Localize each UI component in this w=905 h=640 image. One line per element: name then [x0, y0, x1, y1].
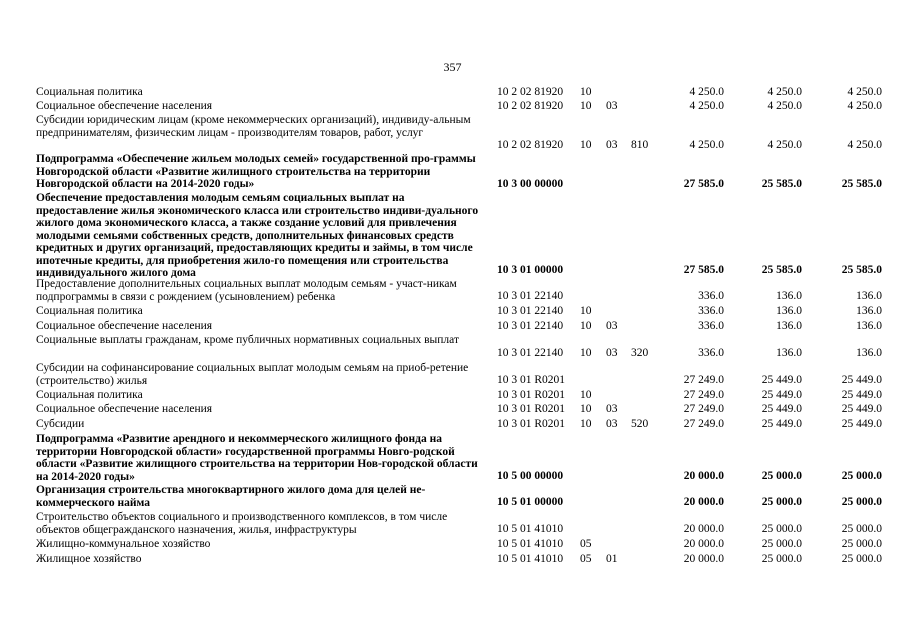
row-value-2: 4 250.0	[767, 100, 802, 112]
row-value-3: 4 250.0	[847, 86, 882, 98]
table-row	[0, 362, 905, 388]
row-value-2: 4 250.0	[767, 86, 802, 98]
row-description: Социальное обеспечение населения	[36, 403, 213, 415]
table-row	[0, 320, 905, 334]
row-value-1: 27 249.0	[683, 403, 724, 415]
row-code: 10 3 00 00000	[497, 178, 564, 190]
row-value-2: 25 000.0	[761, 538, 802, 550]
row-value-3: 25 000.0	[841, 496, 882, 508]
row-expense-type: 810	[631, 139, 649, 151]
table-row	[0, 278, 905, 304]
row-value-3: 136.0	[856, 290, 882, 302]
row-subsection: 01	[606, 553, 618, 565]
row-value-1: 27 249.0	[683, 389, 724, 401]
row-section: 10	[580, 305, 592, 317]
row-code: 10 3 01 22140	[497, 305, 564, 317]
row-code: 10 3 01 R0201	[497, 374, 566, 386]
row-description: Предоставление дополнительных социальных выплат молодым семьям - участ-никам подпрограммы в связи с рождением (усыновлением) ребенка	[36, 278, 457, 303]
row-value-2: 136.0	[776, 305, 802, 317]
table-row	[0, 553, 905, 567]
row-value-2: 25 449.0	[761, 389, 802, 401]
row-value-2: 25 449.0	[761, 418, 802, 430]
row-code: 10 3 01 R0201	[497, 418, 566, 430]
row-section: 10	[580, 389, 592, 401]
table-row	[0, 153, 905, 191]
row-value-1: 4 250.0	[689, 139, 724, 151]
row-value-3: 25 449.0	[841, 418, 882, 430]
row-subsection: 03	[606, 139, 618, 151]
row-value-2: 136.0	[776, 320, 802, 332]
row-value-1: 20 000.0	[683, 496, 724, 508]
row-description: Организация строительства многоквартирного жилого дома для целей не-коммерческого найма	[36, 484, 426, 509]
row-value-3: 25 585.0	[841, 264, 882, 276]
row-code: 10 5 01 00000	[497, 496, 564, 508]
row-value-3: 25 449.0	[841, 374, 882, 386]
row-expense-type: 520	[631, 418, 649, 430]
row-value-2: 136.0	[776, 290, 802, 302]
table-row	[0, 538, 905, 552]
row-value-1: 20 000.0	[683, 470, 724, 482]
row-description: Социальная политика	[36, 389, 143, 401]
row-value-2: 25 000.0	[761, 470, 802, 482]
row-description: Субсидии на софинансирование социальных выплат молодым семьям на приоб-ретение (строительство) жилья	[36, 362, 469, 387]
row-code: 10 5 00 00000	[497, 470, 564, 482]
row-value-3: 136.0	[856, 320, 882, 332]
row-code: 10 3 01 R0201	[497, 403, 566, 415]
row-value-3: 25 449.0	[841, 389, 882, 401]
row-code: 10 3 01 22140	[497, 320, 564, 332]
table-row	[0, 403, 905, 417]
table-row	[0, 511, 905, 537]
row-code: 10 3 01 22140	[497, 347, 564, 359]
row-value-2: 25 000.0	[761, 553, 802, 565]
row-section: 10	[580, 86, 592, 98]
row-value-1: 20 000.0	[683, 538, 724, 550]
row-section: 10	[580, 139, 592, 151]
row-section: 05	[580, 538, 592, 550]
row-description: Подпрограмма «Обеспечение жильем молодых семей» государственной про-граммы Новгородской области «Развитие жилищного строительства на территории Новгородской области на 2014-2020 годы»	[36, 153, 476, 190]
row-value-1: 27 249.0	[683, 418, 724, 430]
row-description: Обеспечение предоставления молодым семьям социальных выплат на предоставление жилья экономического класса или строительство индиви-дуального жилого дома экономического класса, а также создание условий для привлечения молодыми семьями собственных средств, дополнительных финансовых средств кредитных и других организаций, предоставляющих кредиты и займы, в том числе ипотечные кредиты, для приобретения жило-го помещения или строительства индивидуального жилого дома	[36, 192, 479, 279]
row-value-2: 25 000.0	[761, 523, 802, 535]
table-row	[0, 86, 905, 100]
row-section: 10	[580, 320, 592, 332]
row-section: 10	[580, 347, 592, 359]
row-description: Социальная политика	[36, 86, 143, 98]
row-description: Подпрограмма «Развитие арендного и некоммерческого жилищного фонда на территории Новгородской области» государственной программы Новго-родской области «Развитие жилищного строительства на территории Нов-городской области на 2014-2020 годы»	[36, 433, 478, 483]
row-value-1: 4 250.0	[689, 86, 724, 98]
row-value-2: 4 250.0	[767, 139, 802, 151]
table-row	[0, 389, 905, 403]
row-value-3: 25 000.0	[841, 538, 882, 550]
row-value-1: 336.0	[698, 290, 724, 302]
row-value-1: 20 000.0	[683, 523, 724, 535]
row-subsection: 03	[606, 418, 618, 430]
row-subsection: 03	[606, 347, 618, 359]
row-code: 10 3 01 R0201	[497, 389, 566, 401]
row-code: 10 5 01 41010	[497, 538, 564, 550]
row-subsection: 03	[606, 100, 618, 112]
row-code: 10 3 01 22140	[497, 290, 564, 302]
row-value-2: 136.0	[776, 347, 802, 359]
row-code: 10 5 01 41010	[497, 523, 564, 535]
row-value-3: 25 000.0	[841, 470, 882, 482]
row-value-1: 20 000.0	[683, 553, 724, 565]
row-value-1: 336.0	[698, 305, 724, 317]
table-row	[0, 114, 905, 152]
row-value-3: 4 250.0	[847, 100, 882, 112]
row-description: Социальное обеспечение населения	[36, 320, 213, 332]
row-code: 10 2 02 81920	[497, 86, 564, 98]
table-row	[0, 192, 905, 278]
row-description: Строительство объектов социального и производственного комплексов, в том числе объектов общегражданского назначения, жилья, инфраструктуры	[36, 511, 448, 536]
row-section: 10	[580, 418, 592, 430]
row-value-3: 4 250.0	[847, 139, 882, 151]
row-value-3: 136.0	[856, 305, 882, 317]
row-subsection: 03	[606, 403, 618, 415]
row-description: Социальное обеспечение населения	[36, 100, 213, 112]
row-value-2: 25 585.0	[761, 264, 802, 276]
row-value-2: 25 585.0	[761, 178, 802, 190]
row-description: Жилищное хозяйство	[36, 553, 142, 565]
table-row	[0, 100, 905, 114]
row-expense-type: 320	[631, 347, 649, 359]
row-value-3: 25 000.0	[841, 523, 882, 535]
page-number: 357	[443, 60, 462, 74]
row-description: Субсидии юридическим лицам (кроме некоммерческих организаций), индивиду-альным предпринимателям, физическим лицам - производителям товаров, работ, услуг	[36, 114, 471, 139]
row-value-2: 25 449.0	[761, 374, 802, 386]
row-description: Социальные выплаты гражданам, кроме публичных нормативных социальных выплат	[36, 334, 459, 346]
table-row	[0, 484, 905, 510]
row-value-1: 27 585.0	[683, 178, 724, 190]
row-value-1: 4 250.0	[689, 100, 724, 112]
row-value-2: 25 449.0	[761, 403, 802, 415]
row-value-1: 27 585.0	[683, 264, 724, 276]
row-description: Субсидии	[36, 418, 85, 430]
table-row	[0, 418, 905, 432]
row-value-1: 336.0	[698, 320, 724, 332]
row-value-1: 336.0	[698, 347, 724, 359]
table-row	[0, 305, 905, 319]
row-value-3: 25 585.0	[841, 178, 882, 190]
row-code: 10 5 01 41010	[497, 553, 564, 565]
row-value-1: 27 249.0	[683, 374, 724, 386]
table-row	[0, 334, 905, 360]
table-row	[0, 433, 905, 483]
row-value-3: 25 000.0	[841, 553, 882, 565]
row-code: 10 2 02 81920	[497, 139, 564, 151]
row-description: Жилищно-коммунальное хозяйство	[36, 538, 211, 550]
row-section: 10	[580, 100, 592, 112]
row-section: 10	[580, 403, 592, 415]
row-value-3: 25 449.0	[841, 403, 882, 415]
row-section: 05	[580, 553, 592, 565]
row-description: Социальная политика	[36, 305, 143, 317]
row-value-3: 136.0	[856, 347, 882, 359]
row-code: 10 3 01 00000	[497, 264, 564, 276]
row-code: 10 2 02 81920	[497, 100, 564, 112]
row-subsection: 03	[606, 320, 618, 332]
row-value-2: 25 000.0	[761, 496, 802, 508]
